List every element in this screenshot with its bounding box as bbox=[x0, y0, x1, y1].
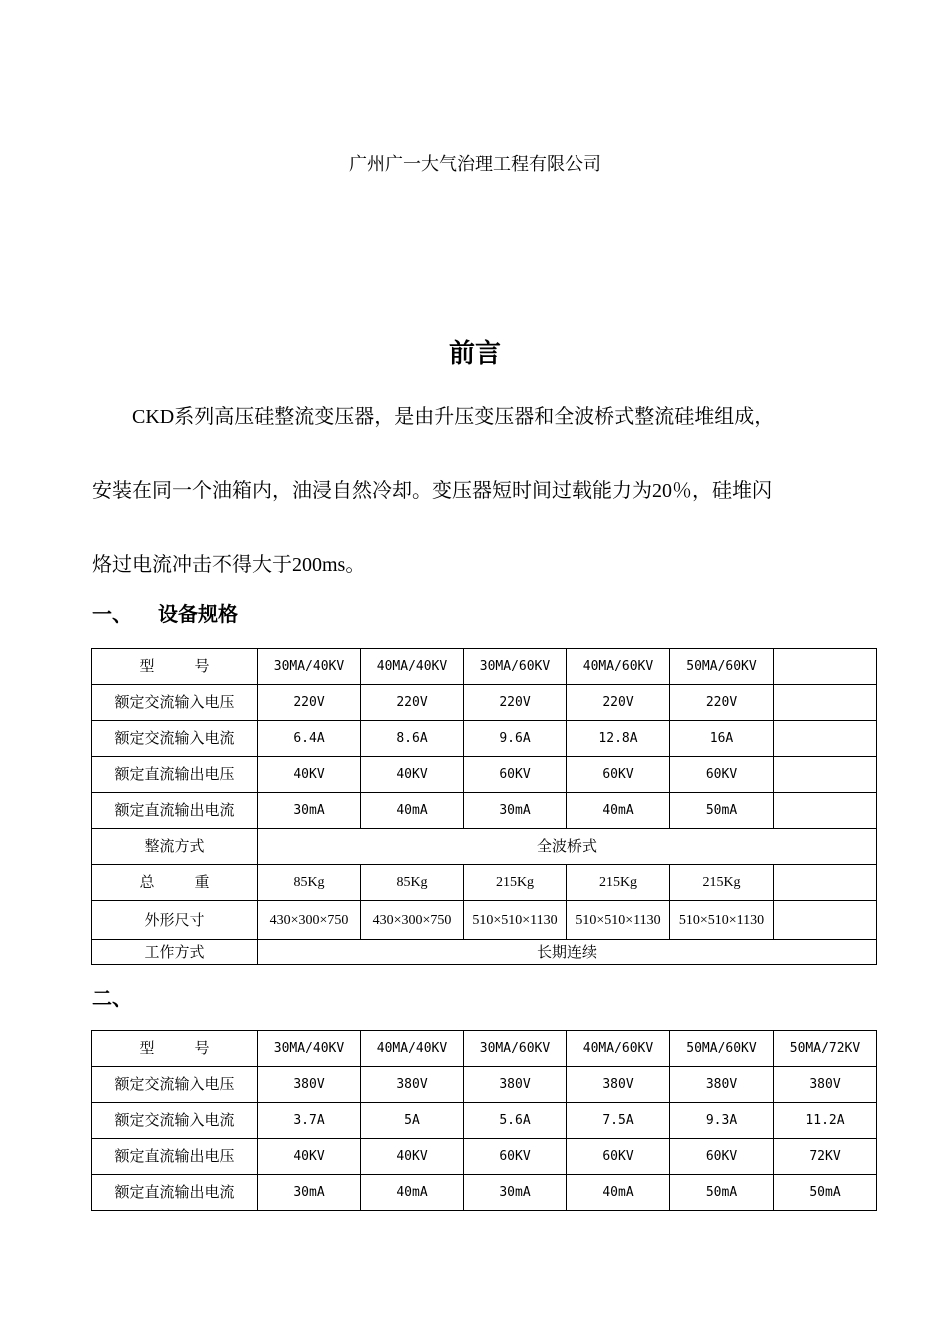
table-cell: 30mA bbox=[258, 1175, 361, 1211]
row-label: 额定交流输入电流 bbox=[92, 721, 258, 757]
table-cell bbox=[774, 901, 877, 940]
table-cell: 510×510×1130 bbox=[464, 901, 567, 940]
table-cell: 215Kg bbox=[670, 865, 774, 901]
table-cell: 16A bbox=[670, 721, 774, 757]
table-cell: 5.6A bbox=[464, 1103, 567, 1139]
header-model-label: 型 号 bbox=[92, 1031, 258, 1067]
table-cell: 40MA/60KV bbox=[567, 649, 670, 685]
table-cell: 3.7A bbox=[258, 1103, 361, 1139]
table-cell-merged: 全波桥式 bbox=[258, 829, 877, 865]
table-cell: 12.8A bbox=[567, 721, 670, 757]
table-cell: 40MA/40KV bbox=[361, 649, 464, 685]
table-cell: 11.2A bbox=[774, 1103, 877, 1139]
row-label: 整流方式 bbox=[92, 829, 258, 865]
table-cell: 30mA bbox=[258, 793, 361, 829]
table-row bbox=[92, 940, 877, 965]
intro-line: CKD系列高压硅整流变压器，是由升压变压器和全波桥式整流硅堆组成， bbox=[92, 406, 775, 428]
row-label: 额定交流输入电压 bbox=[92, 685, 258, 721]
table-header-row bbox=[92, 1031, 877, 1067]
intro-line: 安装在同一个油箱内，油浸自然冷却。变压器短时间过载能力为20％，硅堆闪 bbox=[92, 480, 772, 502]
row-label: 外形尺寸 bbox=[92, 901, 258, 940]
table-cell: 430×300×750 bbox=[361, 901, 464, 940]
table-cell: 8.6A bbox=[361, 721, 464, 757]
table-cell: 85Kg bbox=[361, 865, 464, 901]
table-row bbox=[92, 1103, 877, 1139]
table-cell: 30mA bbox=[464, 1175, 567, 1211]
table-cell: 510×510×1130 bbox=[670, 901, 774, 940]
table-cell bbox=[774, 757, 877, 793]
table-cell: 50mA bbox=[670, 1175, 774, 1211]
table-cell bbox=[774, 649, 877, 685]
section-heading-2 bbox=[92, 982, 132, 1011]
table-cell: 72KV bbox=[774, 1139, 877, 1175]
table-cell bbox=[774, 865, 877, 901]
table-cell: 40mA bbox=[361, 793, 464, 829]
table-cell: 40KV bbox=[361, 1139, 464, 1175]
table-cell: 380V bbox=[258, 1067, 361, 1103]
table-cell: 30mA bbox=[464, 793, 567, 829]
table-cell: 50mA bbox=[670, 793, 774, 829]
table-cell: 60KV bbox=[567, 1139, 670, 1175]
spec-table-2 bbox=[91, 1030, 877, 1211]
table-cell: 40KV bbox=[258, 757, 361, 793]
table-cell: 60KV bbox=[670, 1139, 774, 1175]
table-cell: 30MA/60KV bbox=[464, 1031, 567, 1067]
table-cell: 380V bbox=[670, 1067, 774, 1103]
table-cell: 220V bbox=[567, 685, 670, 721]
table-cell: 30MA/60KV bbox=[464, 649, 567, 685]
table-cell: 380V bbox=[567, 1067, 670, 1103]
table-cell: 220V bbox=[670, 685, 774, 721]
table-cell: 85Kg bbox=[258, 865, 361, 901]
table-cell: 510×510×1130 bbox=[567, 901, 670, 940]
table-cell: 50MA/60KV bbox=[670, 649, 774, 685]
section-heading-specs bbox=[92, 598, 238, 627]
table-cell: 40MA/40KV bbox=[361, 1031, 464, 1067]
header-model-label: 型 号 bbox=[92, 649, 258, 685]
company-name: 广州广一大气治理工程有限公司 bbox=[349, 154, 601, 175]
table-cell bbox=[774, 793, 877, 829]
page-title: 前言 bbox=[448, 339, 501, 369]
table-cell: 220V bbox=[258, 685, 361, 721]
table-cell bbox=[774, 721, 877, 757]
table-cell: 60KV bbox=[670, 757, 774, 793]
spec-table-1 bbox=[91, 648, 877, 965]
table-cell: 60KV bbox=[567, 757, 670, 793]
table-cell: 60KV bbox=[464, 1139, 567, 1175]
table-cell: 215Kg bbox=[567, 865, 670, 901]
row-label: 额定直流输出电压 bbox=[92, 757, 258, 793]
table-cell: 30MA/40KV bbox=[258, 1031, 361, 1067]
table-cell: 40MA/60KV bbox=[567, 1031, 670, 1067]
table-row bbox=[92, 721, 877, 757]
table-row bbox=[92, 1139, 877, 1175]
table-cell: 220V bbox=[361, 685, 464, 721]
table-cell: 380V bbox=[361, 1067, 464, 1103]
row-label: 额定直流输出电流 bbox=[92, 1175, 258, 1211]
table-cell: 60KV bbox=[464, 757, 567, 793]
row-label: 额定直流输出电压 bbox=[92, 1139, 258, 1175]
table-cell: 9.6A bbox=[464, 721, 567, 757]
table-row bbox=[92, 757, 877, 793]
table-row bbox=[92, 901, 877, 940]
section-title: 设备规格 bbox=[158, 602, 238, 626]
table-cell bbox=[774, 685, 877, 721]
table-cell: 5A bbox=[361, 1103, 464, 1139]
table-cell: 380V bbox=[464, 1067, 567, 1103]
table-row bbox=[92, 1175, 877, 1211]
row-label: 额定交流输入电压 bbox=[92, 1067, 258, 1103]
section-number: 二、 bbox=[92, 986, 132, 1010]
table-cell: 50mA bbox=[774, 1175, 877, 1211]
table-cell: 40mA bbox=[361, 1175, 464, 1211]
table-cell: 40KV bbox=[361, 757, 464, 793]
table-cell: 220V bbox=[464, 685, 567, 721]
intro-line: 烙过电流冲击不得大于200ms。 bbox=[92, 554, 366, 576]
table-cell: 7.5A bbox=[567, 1103, 670, 1139]
intro-paragraph bbox=[92, 380, 872, 602]
table-cell: 9.3A bbox=[670, 1103, 774, 1139]
row-label: 总 重 bbox=[92, 865, 258, 901]
table-cell: 50MA/60KV bbox=[670, 1031, 774, 1067]
section-number: 一、 bbox=[92, 602, 132, 626]
table-cell: 380V bbox=[774, 1067, 877, 1103]
table-cell: 6.4A bbox=[258, 721, 361, 757]
table-cell: 40mA bbox=[567, 1175, 670, 1211]
table-cell: 50MA/72KV bbox=[774, 1031, 877, 1067]
table-row bbox=[92, 865, 877, 901]
table-cell: 30MA/40KV bbox=[258, 649, 361, 685]
table-cell-merged: 长期连续 bbox=[258, 940, 877, 965]
table-row bbox=[92, 793, 877, 829]
row-label: 工作方式 bbox=[92, 940, 258, 965]
row-label: 额定交流输入电流 bbox=[92, 1103, 258, 1139]
table-cell: 40KV bbox=[258, 1139, 361, 1175]
table-row bbox=[92, 1067, 877, 1103]
table-row bbox=[92, 685, 877, 721]
table-header-row bbox=[92, 649, 877, 685]
row-label: 额定直流输出电流 bbox=[92, 793, 258, 829]
table-cell: 430×300×750 bbox=[258, 901, 361, 940]
table-cell: 40mA bbox=[567, 793, 670, 829]
table-cell: 215Kg bbox=[464, 865, 567, 901]
table-row bbox=[92, 829, 877, 865]
